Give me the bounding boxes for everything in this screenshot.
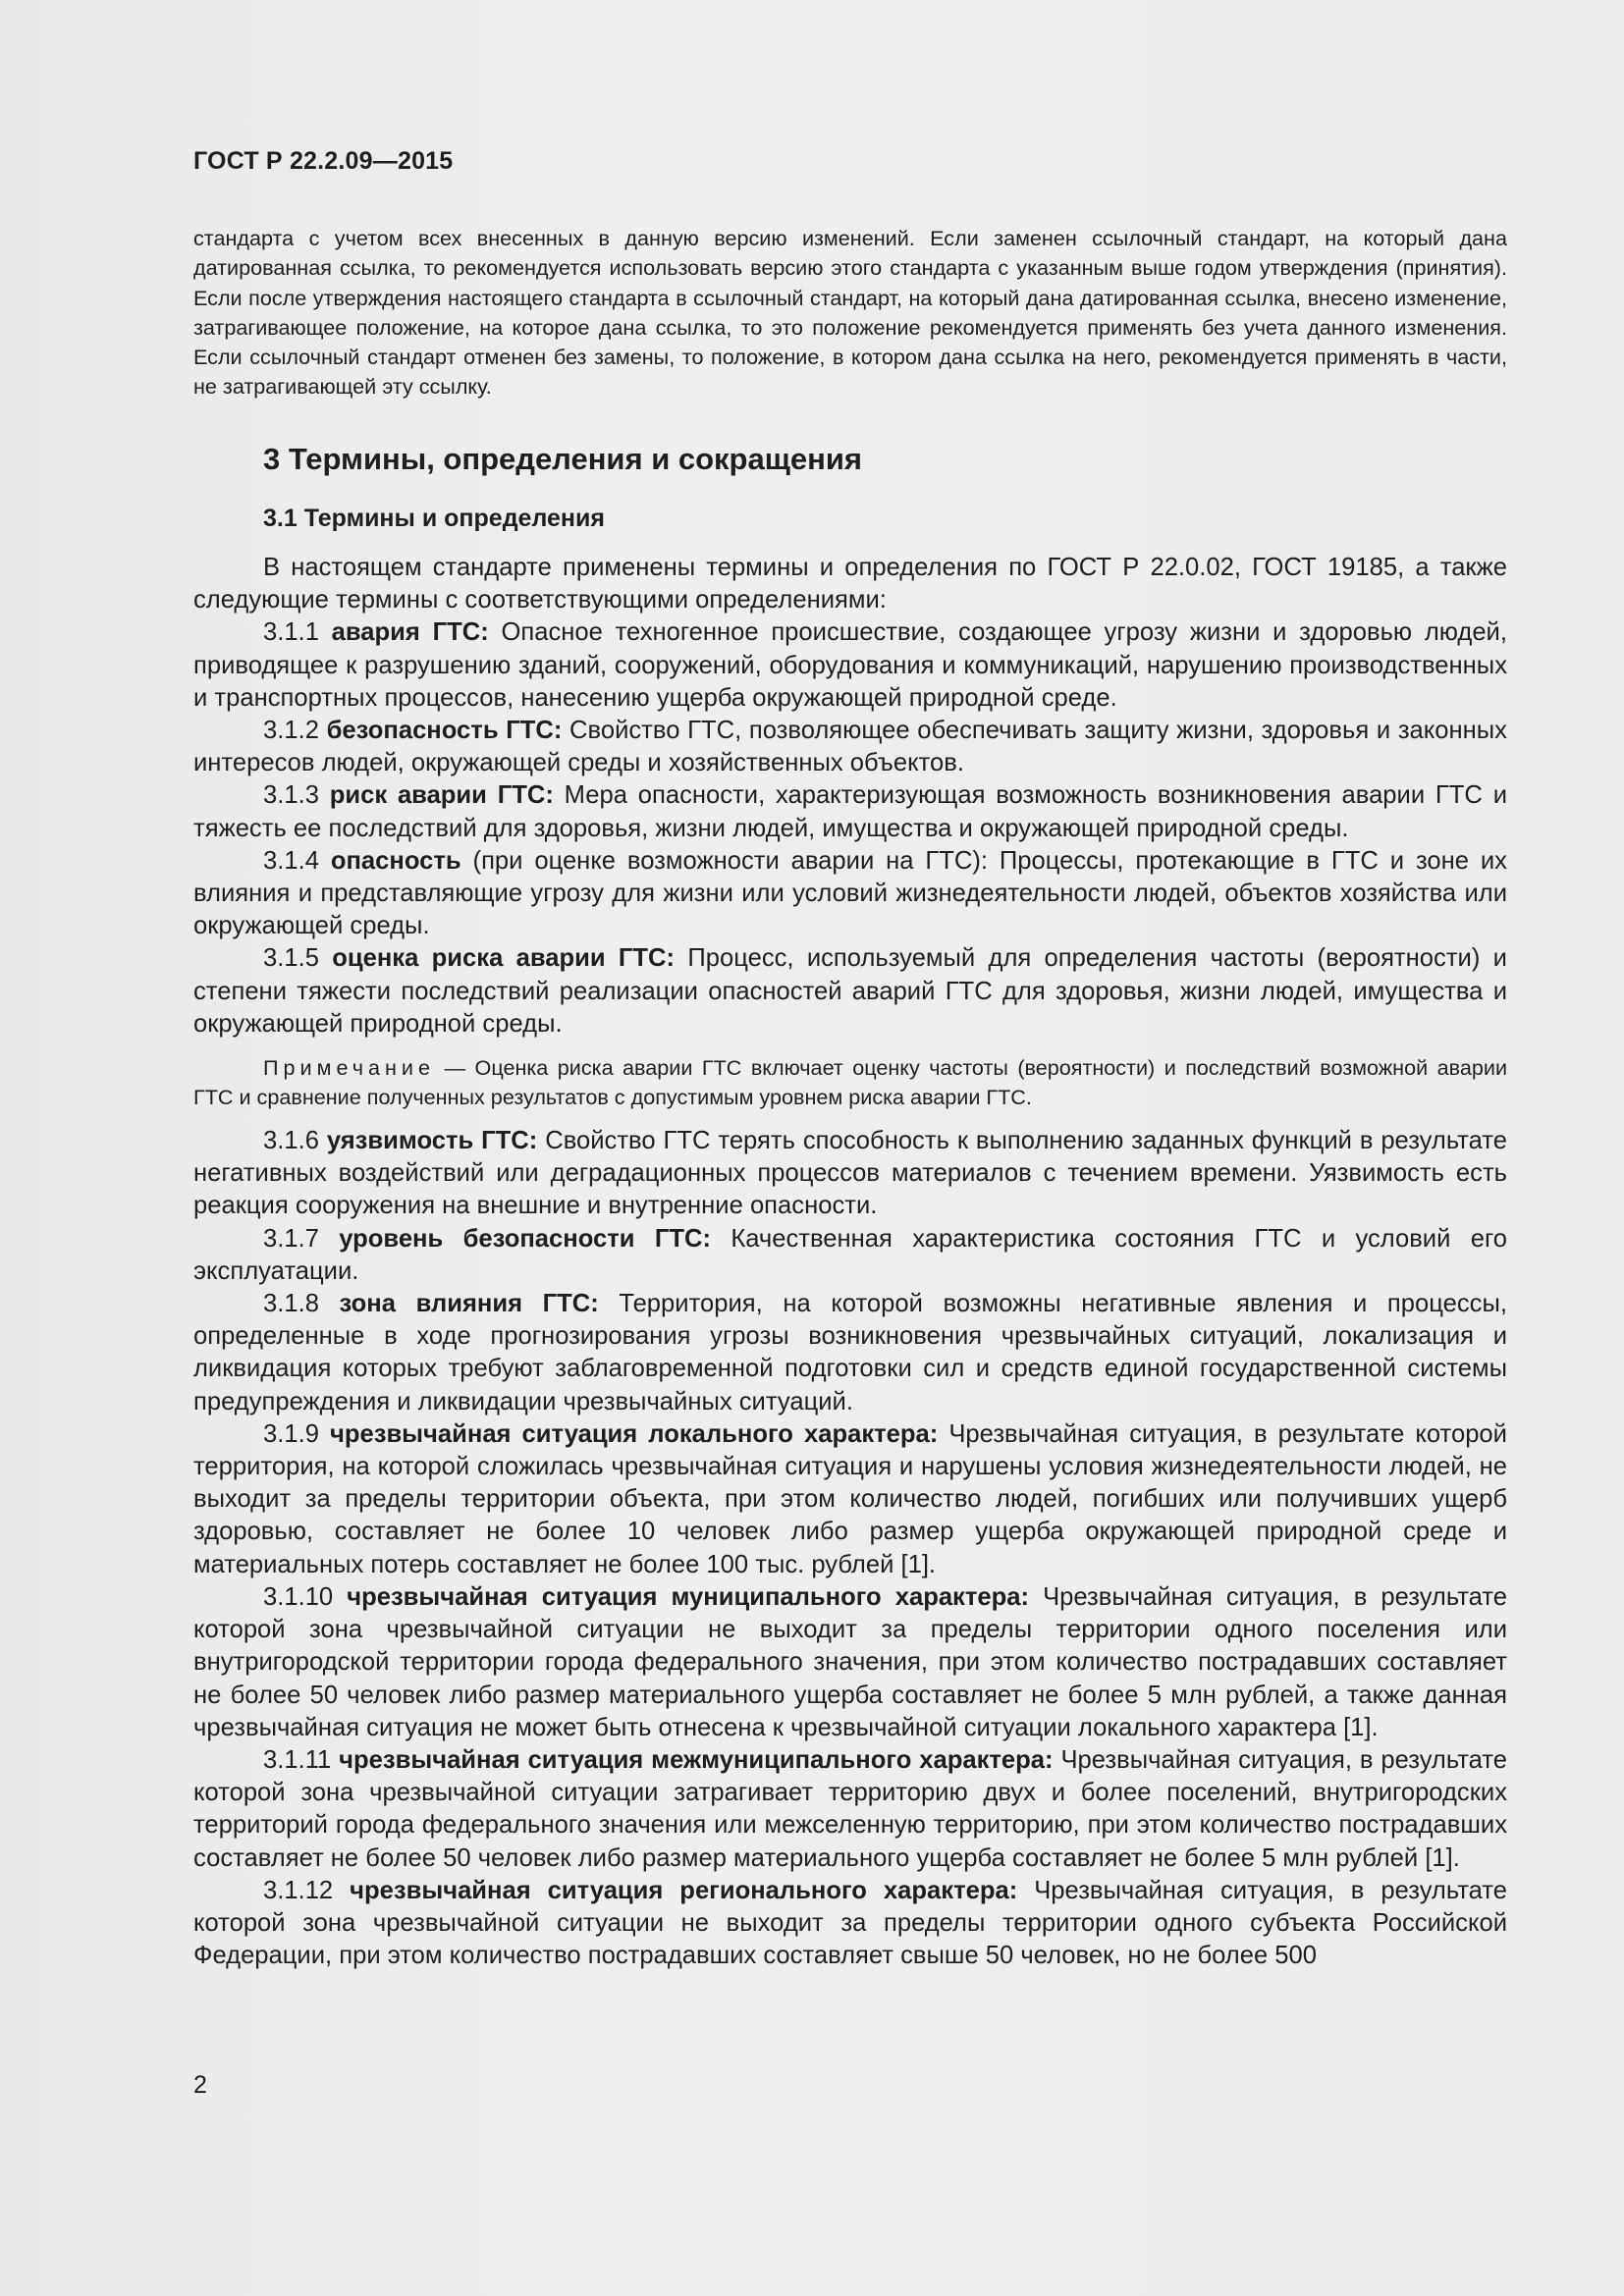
term-entry — [193, 715, 1507, 779]
term-number: 3.1.1 — [263, 618, 319, 647]
term-definition: Чрезвычайная ситуация, в результате которой зона чрезвычайной ситуации не выходит за пределы территории одного поселения или внутригородской территории города федерального значения, при этом количество пострадавших составляет не более 50 человек либо размер материального ущерба составляет не более 5 млн рублей, а также данная чрезвычайная ситуация не может быть отнесена к чрезвычайной ситуации локального характера [1]. — [193, 1582, 1507, 1741]
term-number: 3.1.9 — [263, 1419, 319, 1448]
term-number: 3.1.11 — [263, 1745, 332, 1774]
document-header: ГОСТ Р 22.2.09—2015 — [193, 147, 454, 175]
term-entry — [193, 1875, 1507, 1973]
term-name: чрезвычайная ситуация межмуниципального характера: — [339, 1745, 1054, 1774]
term-number: 3.1.5 — [263, 944, 319, 973]
term-entry — [193, 1418, 1507, 1581]
term-name: безопасность ГТС: — [326, 717, 563, 745]
term-name: авария ГТС: — [331, 618, 489, 647]
term-entry — [193, 1125, 1507, 1223]
terms-body — [193, 552, 1507, 1972]
term-name: риск аварии ГТС: — [329, 781, 554, 810]
term-definition: Опасное техногенное происшествие, создающее угрозу жизни и здоровью людей, приводящее к разрушению зданий, сооружений, оборудования и коммуникаций, нарушению производственных и транспортных процессов, нанесению ущерба окружающей природной среде. — [193, 618, 1507, 712]
note-text: Оценка риска аварии ГТС включает оценку частоты (вероятности) и последствий возможной аварии ГТС и сравнение полученных результатов с допустимым уровнем риска аварии ГТС. — [193, 1055, 1508, 1110]
term-name: чрезвычайная ситуация локального характера: — [330, 1419, 939, 1448]
term-name: чрезвычайная ситуация регионального характера: — [350, 1876, 1018, 1904]
term-definition: Территория, на которой возможны негативные явления и процессы, определенные в ходе прогнозирования угрозы возникновения чрезвычайных ситуаций, локализация и ликвидация которых требуют заблаговременной подготовки сил и средств единой государственной системы предупреждения и ликвидации чрезвычайных ситуаций. — [193, 1290, 1507, 1415]
note-dash: — — [444, 1055, 466, 1081]
section-title: 3 Термины, определения и сокращения — [263, 442, 862, 476]
term-name: опасность — [330, 846, 461, 875]
term-entry — [193, 845, 1507, 943]
term-definition: (при оценке возможности аварии на ГТС): Процессы, протекающие в ГТС и зоне их влияния и представляющие угрозу для жизни или условий жизнедеятельности людей, объектов хозяйства или окружающей среды. — [193, 846, 1507, 940]
term-number: 3.1.7 — [263, 1224, 319, 1253]
term-name: зона влияния ГТС: — [339, 1290, 599, 1318]
term-entry — [193, 1744, 1507, 1875]
term-entry — [193, 1581, 1507, 1744]
term-number: 3.1.3 — [263, 781, 319, 810]
term-name: уязвимость ГТС: — [326, 1127, 538, 1155]
term-entry — [193, 779, 1507, 844]
term-number: 3.1.10 — [263, 1582, 334, 1611]
term-definition: Мера опасности, характеризующая возможность возникновения аварии ГТС и тяжесть ее последствий для здоровья, жизни людей, имущества и окружающей природной среды. — [193, 781, 1507, 842]
term-definition: Процесс, используемый для определения частоты (вероятности) и степени тяжести последствий реализации опасностей аварий ГТС для здоровья, жизни людей, имущества и окружающей природной среды. — [193, 944, 1507, 1038]
term-entry — [193, 942, 1507, 1041]
term-number: 3.1.2 — [263, 717, 319, 745]
term-number: 3.1.12 — [263, 1876, 334, 1904]
term-entry — [193, 1288, 1507, 1418]
note-label: Примечание — [263, 1055, 435, 1081]
term-name: чрезвычайная ситуация муниципального характера: — [347, 1582, 1030, 1611]
term-number: 3.1.6 — [263, 1127, 319, 1155]
subsection-title: 3.1 Термины и определения — [263, 505, 605, 532]
term-definition: Свойство ГТС, позволяющее обеспечивать защиту жизни, здоровья и законных интересов людей, окружающей среды и хозяйственных объектов. — [193, 717, 1507, 777]
term-entry — [193, 1223, 1507, 1288]
term-number: 3.1.8 — [263, 1290, 319, 1318]
note-paragraph — [193, 1053, 1507, 1112]
term-number: 3.1.4 — [263, 846, 319, 875]
intro-paragraph — [193, 224, 1507, 402]
term-definition: Свойство ГТС терять способность к выполнению заданных функций в результате негативных воздействий или деградационных процессов материалов с течением времени. Уязвимость есть реакция сооружения на внешние и внутренние опасности. — [193, 1127, 1507, 1220]
intro-text: стандарта с учетом всех внесенных в данную версию изменений. Если заменен ссылочный стандарт, на который дана датированная ссылка, то рекомендуется использовать версию этого стандарта с указанным выше годом утверждения (принятия). Если после утверждения настоящего стандарта в ссылочный стандарт, на который дана датированная ссылка, внесено изменение, затрагивающее положение, на которое дана ссылка, то это положение рекомендуется применять без учета данного изменения. Если ссылочный стандарт отменен без замены, то положение, в котором дана ссылка на него, рекомендуется применять в части, не затрагивающей эту ссылку. — [193, 226, 1507, 400]
page-number: 2 — [193, 2071, 207, 2099]
term-definition: Качественная характеристика состояния ГТС и условий его эксплуатации. — [193, 1224, 1507, 1285]
term-name: уровень безопасности ГТС: — [339, 1224, 711, 1253]
term-entry — [193, 616, 1507, 715]
term-definition: Чрезвычайная ситуация, в результате которой зона чрезвычайной ситуации не выходит за пределы территории одного субъекта Российской Федерации, при этом количество пострадавших составляет свыше 50 человек, но не более 500 — [193, 1876, 1507, 1970]
term-name: оценка риска аварии ГТС: — [332, 944, 676, 973]
term-definition: Чрезвычайная ситуация, в результате которой зона чрезвычайной ситуации затрагивает территорию двух и более поселений, внутригородских территорий города федерального значения или межселенную территорию, при этом количество пострадавших составляет не более 50 человек либо размер материального ущерба составляет не более 5 млн рублей [1]. — [193, 1745, 1507, 1872]
lead-paragraph: В настоящем стандарте применены термины и определения по ГОСТ Р 22.0.02, ГОСТ 19185, а также следующие термины с соответствующими определениями: — [193, 554, 1507, 614]
term-definition: Чрезвычайная ситуация, в результате которой территория, на которой сложилась чрезвычайная ситуация и нарушены условия жизнедеятельности людей, не выходит за пределы территории объекта, при этом количество людей, погибших или получивших ущерб здоровью, составляет не более 10 человек либо размер ущерба окружающей природной среде и материальных потерь составляет не более 100 тыс. рублей [1]. — [193, 1419, 1507, 1578]
